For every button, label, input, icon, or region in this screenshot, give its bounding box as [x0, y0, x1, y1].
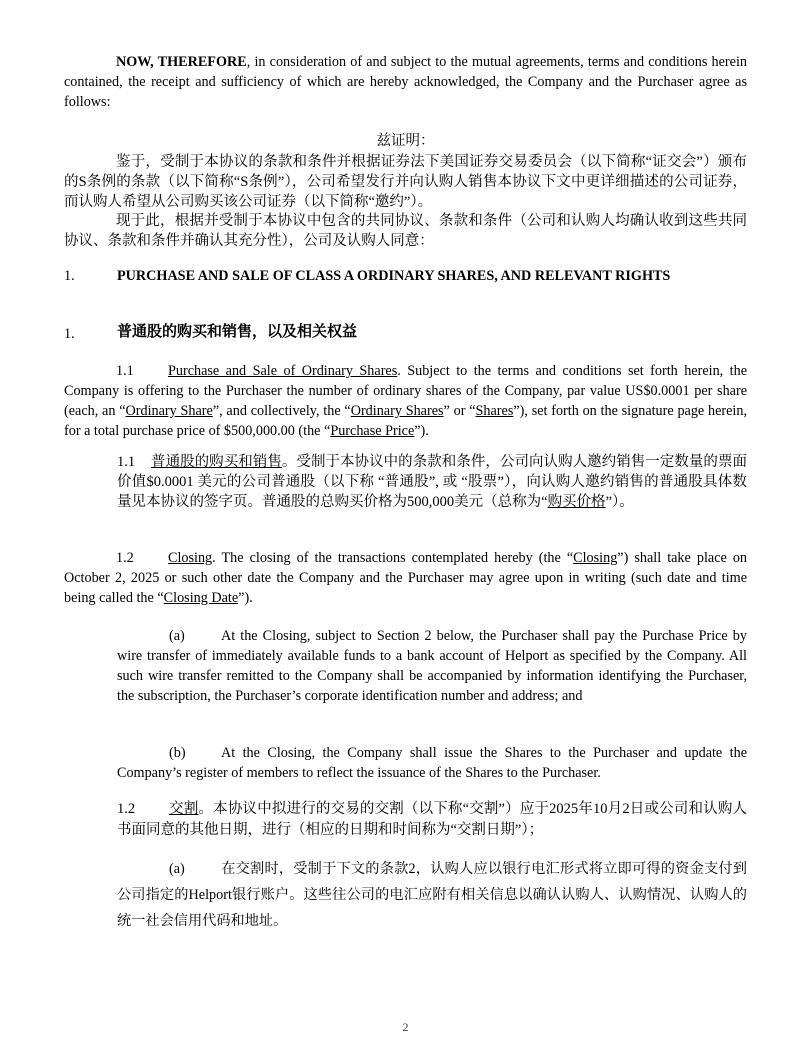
section-1-2-en-text: ”) shall take place on October 2, 2025 or such other date the Company and the Purchaser may agree upon in writing (such date and time being called the “: [64, 550, 748, 606]
now-therefore-lead: NOW, THEREFORE: [116, 54, 247, 70]
closing-date-term: Closing Date: [163, 590, 239, 606]
section-1-2-a-en: [117, 626, 747, 706]
shares-term: Shares: [475, 403, 514, 419]
section-1-2-zh-number: 1.2: [117, 801, 136, 817]
section-1-1-zh: [117, 452, 747, 512]
section-1-1-zh-text: ”）。: [605, 494, 634, 510]
section-1-2-en: [64, 548, 747, 608]
section-1-2-a-zh-text: 在交割时，受制于下文的条款2，认购人应以银行电汇形式将立即可得的资金支付到公司指定的Helport银行账户。这些往公司的电汇应附有相关信息以确认认购人、认购情况、认购人的统一社会信用代码和地址。: [117, 861, 747, 929]
section-1-2-b-en-label: (b): [169, 745, 186, 761]
witness-zh: 兹证明：: [376, 133, 435, 149]
section-1-1-en-text: ”).: [414, 423, 429, 439]
section1-en-number: 1.: [64, 268, 75, 284]
section-1-1-en-heading: Purchase and Sale of Ordinary Shares: [168, 363, 398, 379]
purchase-price-zh-term: 购买价格: [547, 494, 606, 510]
section-1-1-en-number: 1.1: [116, 363, 134, 379]
section-1-2-b-en: [117, 743, 747, 783]
section1-zh-title: 普通股的购买和销售，以及相关权益: [117, 324, 358, 340]
page-number: 2: [402, 1020, 409, 1034]
section-1-1-zh-number: 1.1: [117, 454, 136, 470]
section1-zh-number: 1.: [64, 326, 75, 342]
section-1-2-a-en-text: At the Closing, subject to Section 2 below, the Purchaser shall pay the Purchase Price by wire transfer of immediately available funds to a bank account of Helport as specified by the Company. All such wire transfer remitted to the Company shall be accompanied by information identifying the Purchaser, the subscription, the Purchaser’s corporate identification number and address; and: [117, 628, 747, 704]
section-1-1-zh-text: 。受制于本协议中的条款和条件，公司向认购人邀约销售一定数量的票面价值$0.0001 美元的公司普通股（以下称 “普通股”, 或 “股票”），向认购人邀约销售的普通股具体数量见本协议的签字页。普通股的总购买价格为500,000美元（总称为“: [117, 454, 748, 510]
section-1-2-en-text: . The closing of the transactions contemplated hereby (the “: [212, 550, 574, 566]
therefore-zh-paragraph: 现于此，根据并受制于本协议中包含的共同协议、条款和条件（公司和认购人均确认收到这些共同协议、条款和条件并确认其充分性），公司及认购人同意：: [64, 213, 747, 249]
section-1-1-en: [64, 361, 747, 441]
ordinary-shares-term: Ordinary Shares: [350, 403, 444, 419]
section-1-2-a-en-label: (a): [169, 628, 185, 644]
section-1-2-zh: [117, 799, 747, 841]
section-1-1-en-text: ” or “: [443, 403, 476, 419]
whereas-zh-paragraph: 鉴于，受制于本协议的条款和条件并根据证券法下美国证券交易委员会（以下简称“证交会”）颁布的S条例的条款（以下简称“S条例”），公司希望发行并向认购人销售本协议下文中更详细描述的公司证券，而认购人希望从公司购买该公司证券（以下简称“邀约”）。: [64, 154, 747, 210]
section-1-1-en-text: ”), set forth on the signature page herein, for a total purchase price of $500,000.00 (the “: [64, 403, 748, 439]
ordinary-share-term: Ordinary Share: [125, 403, 213, 419]
section-1-1-zh-heading: 普通股的购买和销售: [151, 454, 282, 470]
section-1-2-en-number: 1.2: [116, 550, 134, 566]
now-therefore-paragraph: [64, 52, 747, 112]
now-therefore-text: , in consideration of and subject to the mutual agreements, terms and conditions herein contained, the receipt and sufficiency of which are hereby acknowledged, the Company and the Purchaser agree as follows:: [64, 54, 747, 110]
section-1-2-en-heading: Closing: [168, 550, 213, 566]
section-1-2-b-en-text: At the Closing, the Company shall issue the Shares to the Purchaser and update the Company’s register of members to reflect the issuance of the Shares to the Purchaser.: [117, 745, 747, 781]
section-1-1-en-text: ”, and collectively, the “: [212, 403, 351, 419]
section1-en-title: PURCHASE AND SALE OF CLASS A ORDINARY SHARES, AND RELEVANT RIGHTS: [117, 268, 671, 284]
purchase-price-term: Purchase Price: [330, 423, 415, 439]
section-1-2-a-zh: [117, 856, 747, 934]
section-1-2-en-text: ”).: [238, 590, 253, 606]
section-1-2-zh-heading: 交割: [169, 801, 199, 817]
section-1-2-zh-text: 。本协议中拟进行的交易的交割（以下称“交割”）应于2025年10月2日或公司和认购人书面同意的其他日期，进行（相应的日期和时间称为“交割日期”）；: [117, 801, 747, 838]
section-1-1-en-text: . Subject to the terms and conditions set forth herein, the Company is offering to the Purchaser the number of ordinary shares of the Company, par value US$0.0001 per share (each, an “: [64, 363, 747, 419]
section-1-2-a-zh-label: (a): [169, 861, 185, 877]
closing-term: Closing: [573, 550, 618, 566]
